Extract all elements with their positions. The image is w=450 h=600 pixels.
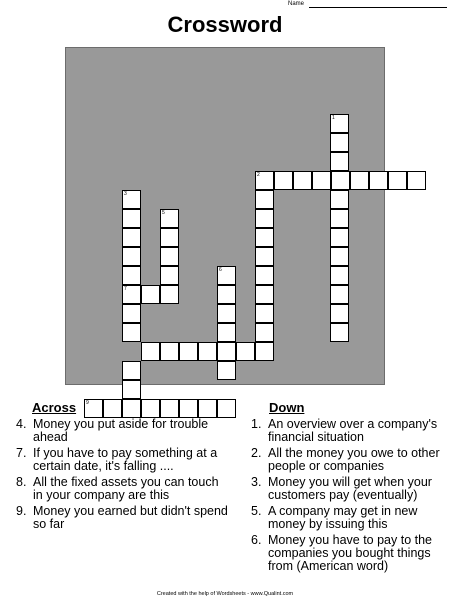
crossword-cell[interactable] — [160, 342, 179, 361]
cell-number: 5 — [162, 210, 165, 216]
crossword-cell[interactable] — [331, 171, 350, 190]
crossword-cell[interactable] — [330, 152, 349, 171]
across-clue — [16, 505, 228, 531]
crossword-cell[interactable] — [122, 304, 141, 323]
crossword-cell[interactable] — [103, 399, 122, 418]
crossword-cell[interactable] — [122, 361, 141, 380]
footer-credit: Created with the help of Wordsheets - www.Qualint.com — [156, 591, 294, 597]
crossword-cell[interactable] — [160, 266, 179, 285]
clue-text: Money you have to pay to the companies you bought things from (American word) — [268, 533, 432, 573]
clue-text: A company may get in new money by issuing this — [268, 504, 418, 531]
crossword-cell[interactable] — [217, 304, 236, 323]
crossword-cell[interactable] — [330, 304, 349, 323]
crossword-cell[interactable] — [330, 209, 349, 228]
page-title: Crossword — [167, 12, 283, 37]
crossword-cell[interactable] — [217, 342, 236, 361]
cell-number: 2 — [257, 172, 260, 178]
clue-text: If you have to pay something at a certain date, it's falling .... — [33, 446, 218, 473]
crossword-cell[interactable] — [236, 342, 255, 361]
crossword-cell[interactable] — [312, 171, 331, 190]
cell-number: 1 — [332, 115, 335, 121]
name-label: Name — [288, 1, 305, 7]
crossword-cell[interactable] — [141, 342, 160, 361]
cell-number: 6 — [219, 267, 222, 273]
clue-text: All the money you owe to other people or companies — [268, 446, 440, 473]
down-clue-list — [251, 418, 449, 576]
clue-number: 8. — [16, 475, 27, 489]
crossword-cell[interactable] — [255, 323, 274, 342]
crossword-cell[interactable] — [255, 228, 274, 247]
crossword-cell[interactable] — [330, 190, 349, 209]
crossword-cell[interactable] — [330, 228, 349, 247]
crossword-cell[interactable] — [122, 247, 141, 266]
clue-text: An overview over a company's financial situation — [268, 417, 438, 444]
crossword-cell[interactable] — [122, 228, 141, 247]
crossword-cell[interactable] — [198, 399, 217, 418]
crossword-cell[interactable] — [255, 190, 274, 209]
across-clue — [16, 418, 228, 444]
crossword-cell[interactable] — [198, 342, 217, 361]
clue-number: 5. — [251, 504, 262, 518]
crossword-cell[interactable] — [122, 285, 141, 304]
crossword-grid — [65, 47, 385, 406]
crossword-cell[interactable] — [84, 399, 103, 418]
crossword-cell[interactable] — [217, 361, 236, 380]
crossword-cell[interactable] — [217, 266, 236, 285]
crossword-cell[interactable] — [122, 209, 141, 228]
crossword-cell[interactable] — [255, 285, 274, 304]
crossword-cell[interactable] — [160, 285, 179, 304]
crossword-cell[interactable] — [407, 171, 426, 190]
cell-number: 9 — [86, 400, 89, 406]
crossword-cell[interactable] — [255, 247, 274, 266]
clue-number: 9. — [16, 504, 27, 518]
crossword-cell[interactable] — [293, 171, 312, 190]
crossword-cell[interactable] — [122, 323, 141, 342]
clue-text: Money you will get when your customers pay (eventually) — [268, 475, 432, 502]
crossword-cell[interactable] — [330, 285, 349, 304]
clue-number: 2. — [251, 446, 262, 460]
clue-text: Money you put aside for trouble ahead — [33, 417, 209, 444]
across-clue — [16, 476, 228, 502]
clue-number: 4. — [16, 417, 27, 431]
down-clue — [251, 447, 449, 473]
crossword-cell[interactable] — [160, 209, 179, 228]
down-heading: Down — [269, 400, 305, 415]
crossword-cell[interactable] — [330, 247, 349, 266]
crossword-cell[interactable] — [122, 190, 141, 209]
crossword-cell[interactable] — [122, 266, 141, 285]
name-blank-line[interactable] — [309, 1, 447, 8]
crossword-cell[interactable] — [255, 209, 274, 228]
crossword-cell[interactable] — [217, 323, 236, 342]
crossword-cell[interactable] — [330, 266, 349, 285]
clue-number: 1. — [251, 417, 262, 431]
across-heading: Across — [32, 400, 77, 415]
cell-number: 7 — [124, 286, 127, 292]
crossword-cell[interactable] — [330, 323, 349, 342]
down-clue — [251, 418, 449, 444]
crossword-cell[interactable] — [160, 247, 179, 266]
crossword-cell[interactable] — [179, 342, 198, 361]
crossword-cell[interactable] — [141, 285, 160, 304]
crossword-cell[interactable] — [330, 114, 349, 133]
down-clue — [251, 505, 449, 531]
across-clue-list — [16, 418, 228, 534]
crossword-cell[interactable] — [217, 285, 236, 304]
crossword-cell[interactable] — [330, 133, 349, 152]
crossword-cell[interactable] — [255, 171, 274, 190]
crossword-cell[interactable] — [255, 342, 274, 361]
clue-number: 7. — [16, 446, 27, 460]
crossword-cell[interactable] — [160, 399, 179, 418]
crossword-cell[interactable] — [255, 266, 274, 285]
name-field — [288, 0, 447, 8]
crossword-cell[interactable] — [388, 171, 407, 190]
crossword-cell[interactable] — [350, 171, 369, 190]
crossword-cell[interactable] — [217, 399, 236, 418]
cell-number: 3 — [124, 191, 127, 197]
crossword-cell[interactable] — [122, 380, 141, 399]
crossword-cell[interactable] — [179, 399, 198, 418]
clue-text: Money you earned but didn't spend so far — [33, 504, 228, 531]
crossword-cell[interactable] — [160, 228, 179, 247]
clue-number: 6. — [251, 533, 262, 547]
crossword-cell[interactable] — [369, 171, 388, 190]
crossword-cell[interactable] — [141, 399, 160, 418]
clue-number: 3. — [251, 475, 262, 489]
clue-text: All the fixed assets you can touch in your company are this — [33, 475, 219, 502]
across-clue — [16, 447, 228, 473]
crossword-cell[interactable] — [122, 399, 141, 418]
down-clue — [251, 534, 449, 573]
crossword-cell[interactable] — [274, 171, 293, 190]
crossword-cell[interactable] — [255, 304, 274, 323]
down-clue — [251, 476, 449, 502]
